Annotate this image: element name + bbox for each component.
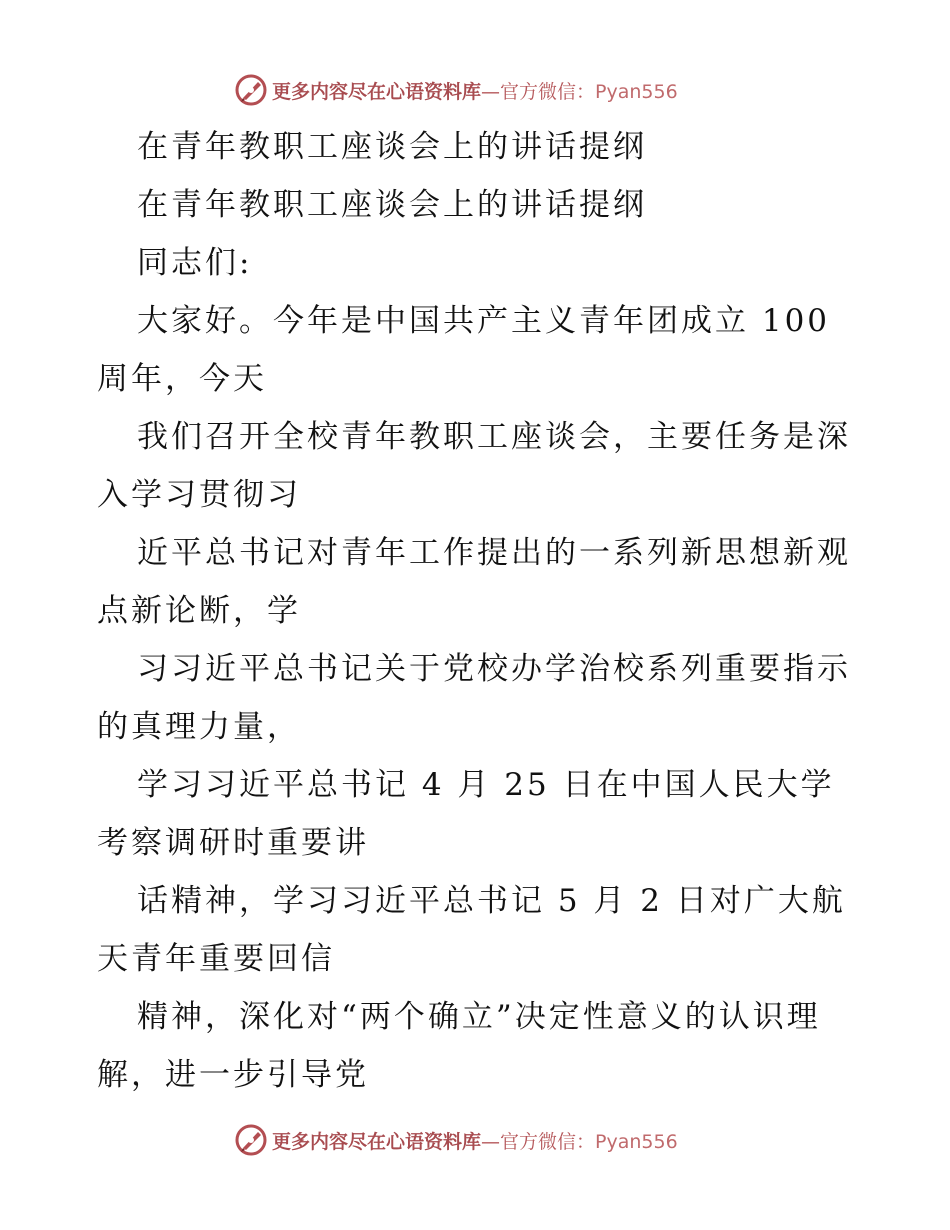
watermark-header <box>234 72 678 108</box>
body-paragraph: 大家好。今年是中国共产主义青年团成立 100 周年，今天 <box>97 303 831 397</box>
watermark-footer <box>234 1122 678 1158</box>
document-body <box>0 118 950 1104</box>
body-paragraph: 习习近平总书记关于党校办学治校系列重要指示的真理力量， <box>97 651 851 745</box>
body-paragraph: 话精神，学习习近平总书记 5 月 2 日对广大航天青年重要回信 <box>97 883 846 977</box>
watermark-text: 更多内容尽在心语资料库—官方微信：Pyan556 <box>272 1130 678 1153</box>
salutation: 同志们: <box>137 245 253 281</box>
body-paragraph: 我们召开全校青年教职工座谈会，主要任务是深入学习贯彻习 <box>97 419 851 513</box>
body-paragraph: 近平总书记对青年工作提出的一系列新思想新观点新论断，学 <box>97 535 851 629</box>
body-paragraph: 学习习近平总书记 4 月 25 日在中国人民大学考察调研时重要讲 <box>97 767 835 861</box>
body-paragraph: 精神，深化对“两个确立”决定性意义的认识理解，进一步引导党 <box>97 999 821 1093</box>
pen-logo-icon <box>234 1123 268 1157</box>
document-title-repeat: 在青年教职工座谈会上的讲话提纲 <box>137 187 647 223</box>
pen-logo-icon <box>234 73 268 107</box>
document-title: 在青年教职工座谈会上的讲话提纲 <box>137 129 647 165</box>
watermark-text: 更多内容尽在心语资料库—官方微信：Pyan556 <box>272 80 678 103</box>
